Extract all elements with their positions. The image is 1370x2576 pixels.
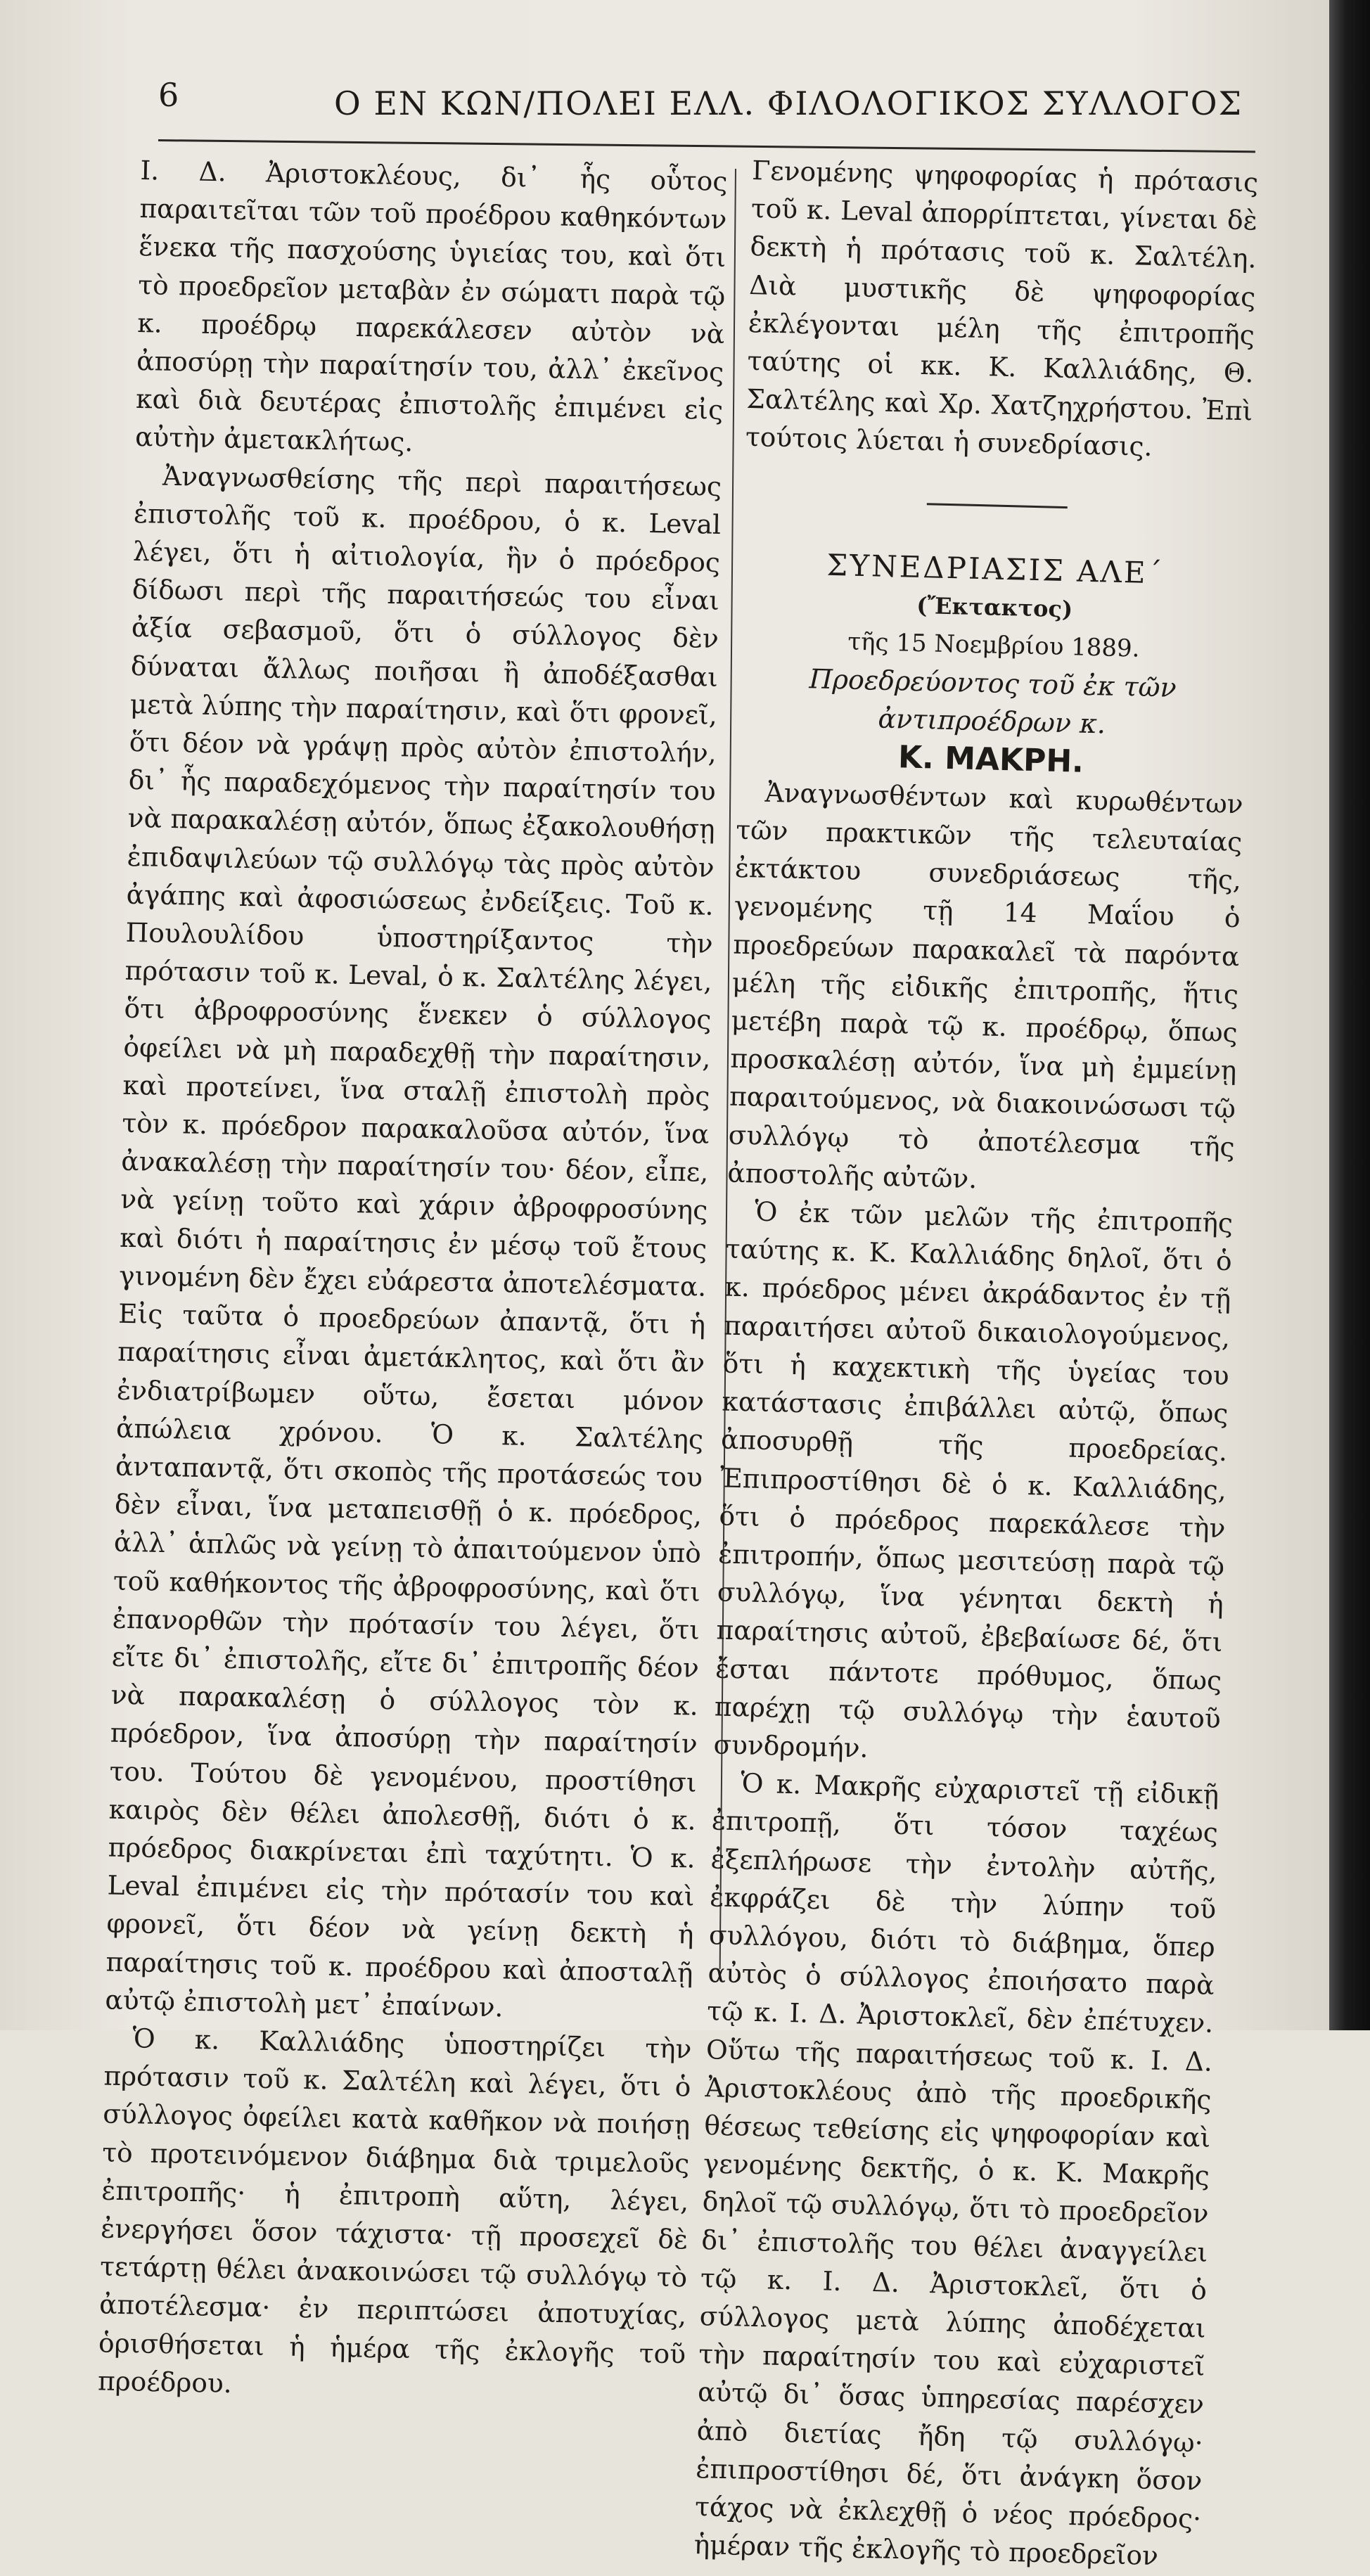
- page-header: [158, 70, 1243, 127]
- header-rule: [158, 139, 1255, 153]
- left-paragraph-3: Ὁ κ. Καλλιάδης ὑποστηρίζει τὴν πρότασιν τοῦ κ. Σαλτέλη καὶ λέγει, ὅτι ὁ σύλλογος ὀφείλει κατὰ καθῆκον νὰ ποιήσῃ τὸ προτεινόμενον διάβημα διὰ τριμελοῦς ἐπιτροπῆς· ἡ ἐπιτροπὴ αὕτη, λέγει, ἐνεργήσει ὅσον τάχιστα· τῇ προσεχεῖ δὲ τετάρτῃ θέλει ἀνακοινώσει τῷ συλλόγῳ τὸ ἀποτέλεσμα· ἐν περιπτώσει ἀποτυχίας, ὁρισθήσεται ἡ ἡμέρα τῆς ἐκλογῆς τοῦ προέδρου.: [97, 2023, 692, 2399]
- section-separator: [927, 503, 1068, 508]
- session-subtitle: (Ἔκτακτος): [916, 591, 1073, 623]
- right-paragraph-2: Ὁ ἐκ τῶν μελῶν τῆς ἐπιτροπῆς ταύτης κ. Κ. Καλλιάδης δηλοῖ, ὅτι ὁ κ. πρόεδρος μένει ἀκράδαντος ἐν τῇ παραιτήσει αὐτοῦ δικαιολογούμενος, ὅτι ἡ καχεκτικὴ τῆς ὑγείας του κατάστασις ἐπιβάλλει αὐτῷ, ὅπως ἀποσυρθῇ τῆς προεδρείας. Ἐπιπροστίθησι δὲ ὁ κ. Καλλιάδης, ὅτι ὁ πρόεδρος παρεκάλεσε τὴν ἐπιτροπήν, ὅπως μεσιτεύσῃ παρὰ τῷ συλλόγῳ, ἵνα γένηται δεκτὴ ἡ παραίτησις αὐτοῦ, ἐβεβαίωσε δέ, ὅτι ἔσται πάντοτε πρόθυμος, ὅπως παρέχῃ τῷ συλλόγῳ τὴν ἑαυτοῦ συνδρομήν.: [713, 1196, 1234, 1764]
- session-title: ΣΥΝΕΔΡΙΑΣΙΣ ΑΛΕ΄: [826, 547, 1165, 591]
- session-president: Κ. ΜΑΚΡΗ.: [897, 738, 1084, 780]
- left-paragraph-2: Ἀναγνωσθείσης τῆς περὶ παραιτήσεως ἐπιστολῆς τοῦ κ. προέδρου, ὁ κ. Leval λέγει, ὅτι ἡ αἰτιολογία, ἣν ὁ πρόεδρος δίδωσι περὶ τῆς παραιτήσεώς του εἶναι ἀξία σεβασμοῦ, ὅτι ὁ σύλλογος δὲν δύναται ἄλλως ποιῆσαι ἢ ἀποδέξασθαι μετὰ λύπης τὴν παραίτησιν, καὶ ὅτι φρονεῖ, ὅτι δέον νὰ γράψῃ πρὸς αὐτὸν ἐπιστολήν, δι᾽ ἧς παραδεχόμενος τὴν παραίτησίν του νὰ παρακαλέσῃ αὐτόν, ὅπως ἐξακολουθήσῃ ἐπιδαψιλεύων τῷ συλλόγῳ τὰς πρὸς αὐτὸν ἀγάπης καὶ ἀφοσιώσεως ἐνδείξεις. Τοῦ κ. Πουλουλίδου ὑποστηρίξαντος τὴν πρότασιν τοῦ κ. Leval, ὁ κ. Σαλτέλης λέγει, ὅτι ἀβροφροσύνης ἕνεκεν ὁ σύλλογος ὀφείλει νὰ μὴ παραδεχθῇ τὴν παραίτησιν, καὶ προτείνει, ἵνα σταλῇ ἐπιστολὴ πρὸς τὸν κ. πρόεδρον παρακαλοῦσα αὐτόν, ἵνα ἀνακαλέσῃ τὴν παραίτησίν του· δέον, εἶπε, νὰ γείνῃ τοῦτο καὶ χάριν ἀβροφροσύνης καὶ διότι ἡ παραίτησις ἐν μέσῳ τοῦ ἔτους γινομένη δὲν ἔχει εὐάρεστα ἀποτελέσματα. Εἰς ταῦτα ὁ προεδρεύων ἀπαντᾷ, ὅτι ἡ παραίτησις εἶναι ἀμετάκλητος, καὶ ὅτι ἂν ἐνδιατρίβωμεν οὕτω, ἔσεται μόνον ἀπώλεια χρόνου. Ὁ κ. Σαλτέλης ἀνταπαντᾷ, ὅτι σκοπὸς τῆς προτάσεώς του δὲν εἶναι, ἵνα μεταπεισθῇ ὁ κ. πρόεδρος, ἀλλ᾽ ἁπλῶς νὰ γείνῃ τὸ ἀπαιτούμενον ὑπὸ τοῦ καθήκοντος τῆς ἀβροφροσύνης, καὶ ὅτι ἐπανορθῶν τὴν πρότασίν του λέγει, ὅτι εἴτε δι᾽ ἐπιστολῆς, εἴτε δι᾽ ἐπιτροπῆς δέον νὰ παρακαλέσῃ ὁ σύλλογος τὸν κ. πρόεδρον, ἵνα ἀποσύρῃ τὴν παραίτησίν του. Τούτου δὲ γενομένου, προστίθησι καιρὸς δὲν θέλει ἀπολεσθῇ, διότι ὁ κ. πρόεδρος διακρίνεται ἐπὶ ταχύτητι. Ὁ κ. Leval ἐπιμένει εἰς τὴν πρότασίν του καὶ φρονεῖ, ὅτι δέον νὰ γείνῃ δεκτὴ ἡ παραίτησις τοῦ κ. προέδρου καὶ ἀποσταλῇ αὐτῷ ἐπιστολὴ μετ᾽ ἐπαίνων.: [105, 460, 722, 2023]
- session-presiding: Προεδρεύοντος τοῦ ἐκ τῶν ἀντιπροέδρων κ.: [809, 663, 1177, 740]
- page-number: 6: [158, 76, 179, 114]
- right-paragraph-1: Ἀναγνωσθέντων καὶ κυρωθέντων τῶν πρακτικῶν τῆς τελευταίας ἐκτάκτου συνεδριάσεως τῆς, γενομένης τῇ 14 Μαΐου ὁ προεδρεύων παρακαλεῖ τὰ παρόντα μέλη τῆς εἰδικῆς ἐπιτροπῆς, ἥτις μετέβη παρὰ τῷ κ. προέδρῳ, ὅπως προσκαλέσῃ αὐτόν, ἵνα μὴ ἐμμείνῃ παραιτούμενος, νὰ διακοινώσωσι τῷ συλλόγῳ τὸ ἀποτέλεσμα τῆς ἀποστολῆς αὐτῶν.: [726, 776, 1244, 1195]
- left-column: [97, 151, 728, 2399]
- right-column: [693, 151, 1259, 2572]
- left-paragraph-1: Ι. Δ. Ἀριστοκλέους, δι᾽ ἧς οὗτος παραιτεῖται τῶν τοῦ προέδρου καθηκόντων ἕνεκα τῆς πασχούσης ὑγιείας του, καὶ ὅτι τὸ προεδρεῖον μεταβὰν ἐν σώματι παρὰ τῷ κ. προέδρῳ παρεκάλεσεν αὐτὸν νὰ ἀποσύρῃ τὴν παραίτησίν του, ἀλλ᾽ ἐκεῖνος καὶ διὰ δευτέρας ἐπιστολῆς ἐπιμένει εἰς αὐτὴν ἀμετακλήτως.: [134, 154, 728, 458]
- running-head: Ο ΕΝ ΚΩΝ/ΠΟΛΕΙ ΕΛΛ. ΦΙΛΟΛΟΓΙΚΟΣ ΣΥΛΛΟΓΟΣ: [334, 84, 1243, 122]
- session-date: τῆς 15 Νοεμβρίου 1889.: [847, 627, 1141, 663]
- right-paragraph-3: Ὁ κ. Μακρῆς εὐχαριστεῖ τῇ εἰδικῇ ἐπιτροπῇ, ὅτι τόσον ταχέως ἐξεπλήρωσε τὴν ἐντολὴν αὐτῆς, ἐκφράζει δὲ τὴν λύπην τοῦ συλλόγου, διότι τὸ διάβημα, ὅπερ αὐτὸς ὁ σύλλογος ἐποιήσατο παρὰ τῷ κ. Ι. Δ. Ἀριστοκλεῖ, δὲν ἐπέτυχεν. Οὕτω τῆς παραιτήσεως τοῦ κ. Ι. Δ. Ἀριστοκλέους ἀπὸ τῆς προεδρικῆς θέσεως τεθείσης εἰς ψηφοφορίαν καὶ γενομένης δεκτῆς, ὁ κ. Κ. Μακρῆς δηλοῖ τῷ συλλόγῳ, ὅτι τὸ προεδρεῖον δι᾽ ἐπιστολῆς του θέλει ἀναγγείλει τῷ κ. Ι. Δ. Ἀριστοκλεῖ, ὅτι ὁ σύλλογος μετὰ λύπης ἀποδέχεται τὴν παραίτησίν του καὶ εὐχαριστεῖ αὐτῷ δι᾽ ὅσας ὑπηρεσίας παρέσχεν ἀπὸ διετίας ἤδη τῷ συλλόγῳ· ἐπιπροστίθησι δέ, ὅτι ἀνάγκη ὅσον τάχος νὰ ἐκλεχθῇ ὁ νέος πρόεδρος· ἡμέραν τῆς ἐκλογῆς τὸ προεδρεῖον: [693, 1767, 1219, 2572]
- right-opening-paragraph: Γενομένης ψηφοφορίας ἡ πρότασις τοῦ κ. Leval ἀπορρίπτεται, γίνεται δὲ δεκτὴ ἡ πρότασις τοῦ κ. Σαλτέλη. Διὰ μυστικῆς δὲ ψηφοφορίας ἐκλέγονται μέλη τῆς ἐπιτροπῆς ταύτης οἱ κκ. Κ. Καλλιάδης, Θ. Σαλτέλης καὶ Χρ. Χατζηχρήστου. Ἐπὶ τούτοις λύεται ἡ συνεδρίασις.: [745, 154, 1259, 463]
- book-binding-edge: [1329, 0, 1370, 2030]
